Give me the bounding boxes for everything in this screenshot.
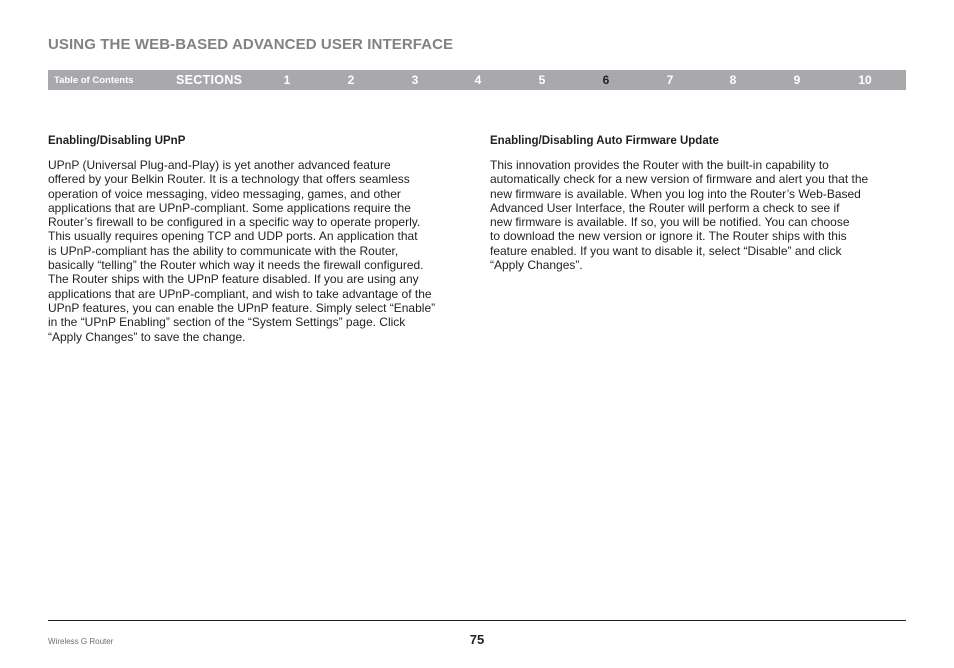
section-link-3[interactable]: 3 <box>411 73 419 87</box>
firmware-update-body: This innovation provides the Router with the built-in capability to automatically check for a new version of firmware and alert you that the new firmware is available. When you log into the Router’s Web-Based Advanced User Interface, the Router will perform a check to see if new firmware is available. If so, you will be notified. You can choose to download the new version or ignore it. The Router ships with this feature enabled. If you want to disable it, select “Disable” and click “Apply Changes”. <box>490 158 869 273</box>
section-nav-bar <box>48 70 906 90</box>
upnp-heading: Enabling/Disabling UPnP <box>48 135 186 147</box>
page-title: USING THE WEB-BASED ADVANCED USER INTERFACE <box>48 36 454 53</box>
upnp-body: UPnP (Universal Plug-and-Play) is yet another advanced feature offered by your Belkin Router. It is a technology that offers seamless operation of voice messaging, video messaging, games, and other applications that are UPnP-compliant. Some applications require the Router’s firewall to be configured in a specific way to operate properly. This usually requires opening TCP and UDP ports. An application that is UPnP-compliant has the ability to communicate with the Router, basically “telling” the Router which way it needs the firewall configured. The Router ships with the UPnP feature disabled. If you are using any applications that are UPnP-compliant, and wish to take advantage of the UPnP features, you can enable the UPnP feature. Simply select “Enable” in the “UPnP Enabling” section of the “System Settings” page. Click “Apply Changes” to save the change. <box>48 158 436 344</box>
section-link-9[interactable]: 9 <box>793 73 801 87</box>
upnp-section <box>48 134 468 344</box>
table-of-contents-link[interactable]: Table of Contents <box>54 75 134 86</box>
section-link-10[interactable]: 10 <box>858 73 872 87</box>
firmware-update-section <box>490 134 906 272</box>
section-link-8[interactable]: 8 <box>729 73 737 87</box>
firmware-update-heading: Enabling/Disabling Auto Firmware Update <box>490 135 719 147</box>
section-link-5[interactable]: 5 <box>538 73 546 87</box>
footer-divider <box>48 620 906 621</box>
sections-label: SECTIONS <box>176 73 243 87</box>
section-link-7[interactable]: 7 <box>666 73 674 87</box>
page-number: 75 <box>469 632 485 647</box>
section-link-4[interactable]: 4 <box>474 73 482 87</box>
section-link-1[interactable]: 1 <box>283 73 291 87</box>
section-link-2[interactable]: 2 <box>347 73 355 87</box>
section-link-6[interactable]: 6 <box>602 73 610 87</box>
footer-product-name: Wireless G Router <box>48 637 114 646</box>
